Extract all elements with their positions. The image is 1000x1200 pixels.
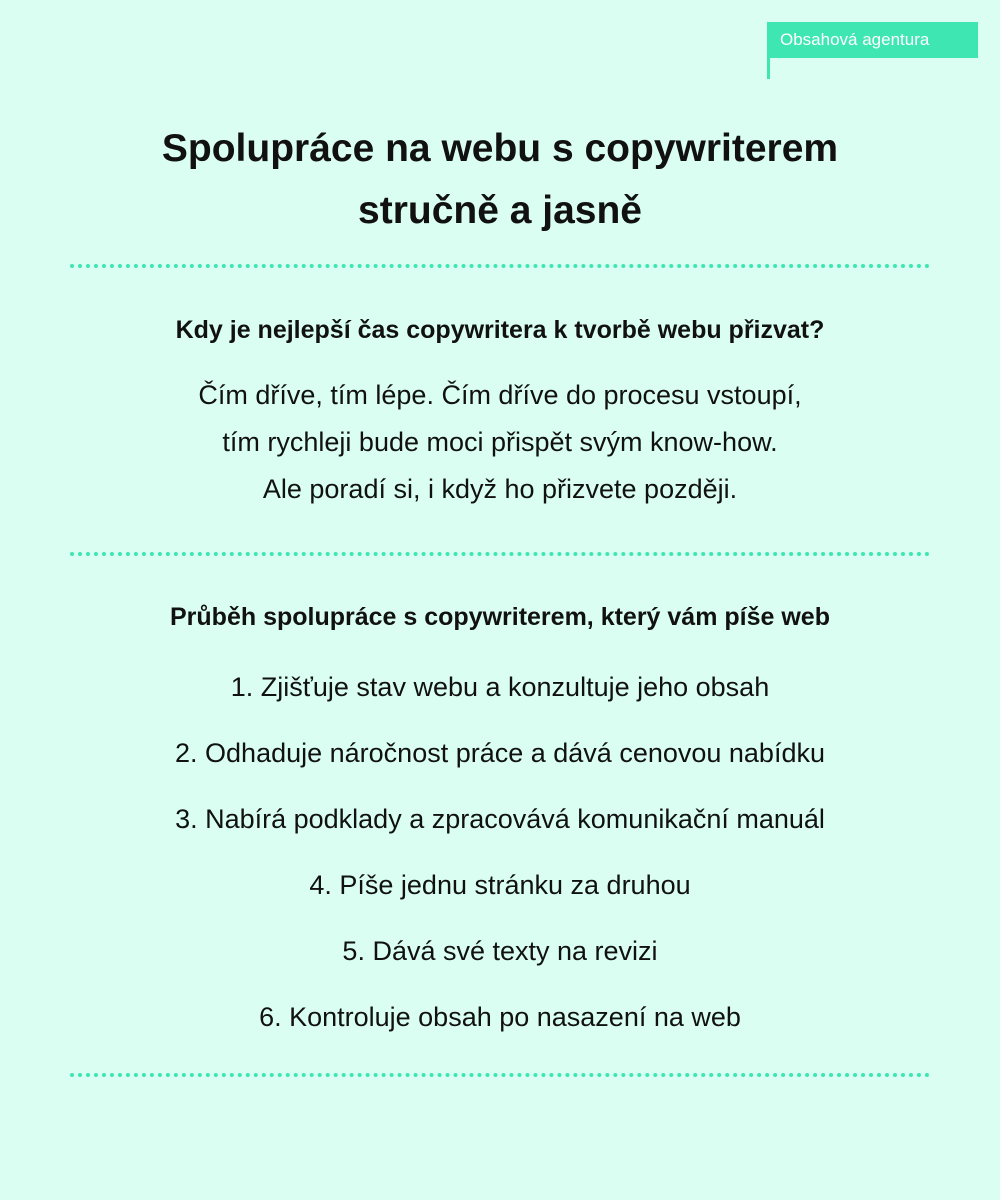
title-line-2: stručně a jasně (358, 189, 642, 232)
paragraph-line: Čím dříve, tím lépe. Čím dříve do procesu vstoupí, (198, 380, 802, 410)
section-heading-process: Průběh spolupráce s copywriterem, který vám píše web (170, 603, 830, 631)
paragraph-line: Ale poradí si, i když ho přizvete později. (262, 474, 738, 504)
dotted-divider-bottom (70, 1073, 930, 1077)
process-step: 5. Dává své texty na revizi (342, 936, 658, 966)
process-step: 4. Píše jednu stránku za druhou (309, 870, 691, 900)
section-paragraph-timing (0, 372, 1000, 513)
paragraph-line: tím rychleji bude moci přispět svým know-how. (222, 427, 778, 457)
process-step: 2. Odhaduje náročnost práce a dává cenovou nabídku (175, 738, 825, 768)
section-heading-timing: Kdy je nejlepší čas copywritera k tvorbě webu přizvat? (175, 316, 825, 344)
process-step: 1. Zjišťuje stav webu a konzultuje jeho obsah (230, 672, 770, 702)
dotted-divider-middle (70, 552, 930, 556)
process-step: 6. Kontroluje obsah po nasazení na web (259, 1002, 741, 1032)
brand-badge: Obsahová agentura (768, 22, 978, 58)
process-step: 3. Nabírá podklady a zpracovává komunikační manuál (175, 804, 825, 834)
dotted-divider-top (70, 264, 930, 268)
process-steps-list (0, 664, 1000, 1060)
page-title (0, 118, 1000, 242)
title-line-1: Spolupráce na webu s copywriterem (161, 127, 839, 170)
